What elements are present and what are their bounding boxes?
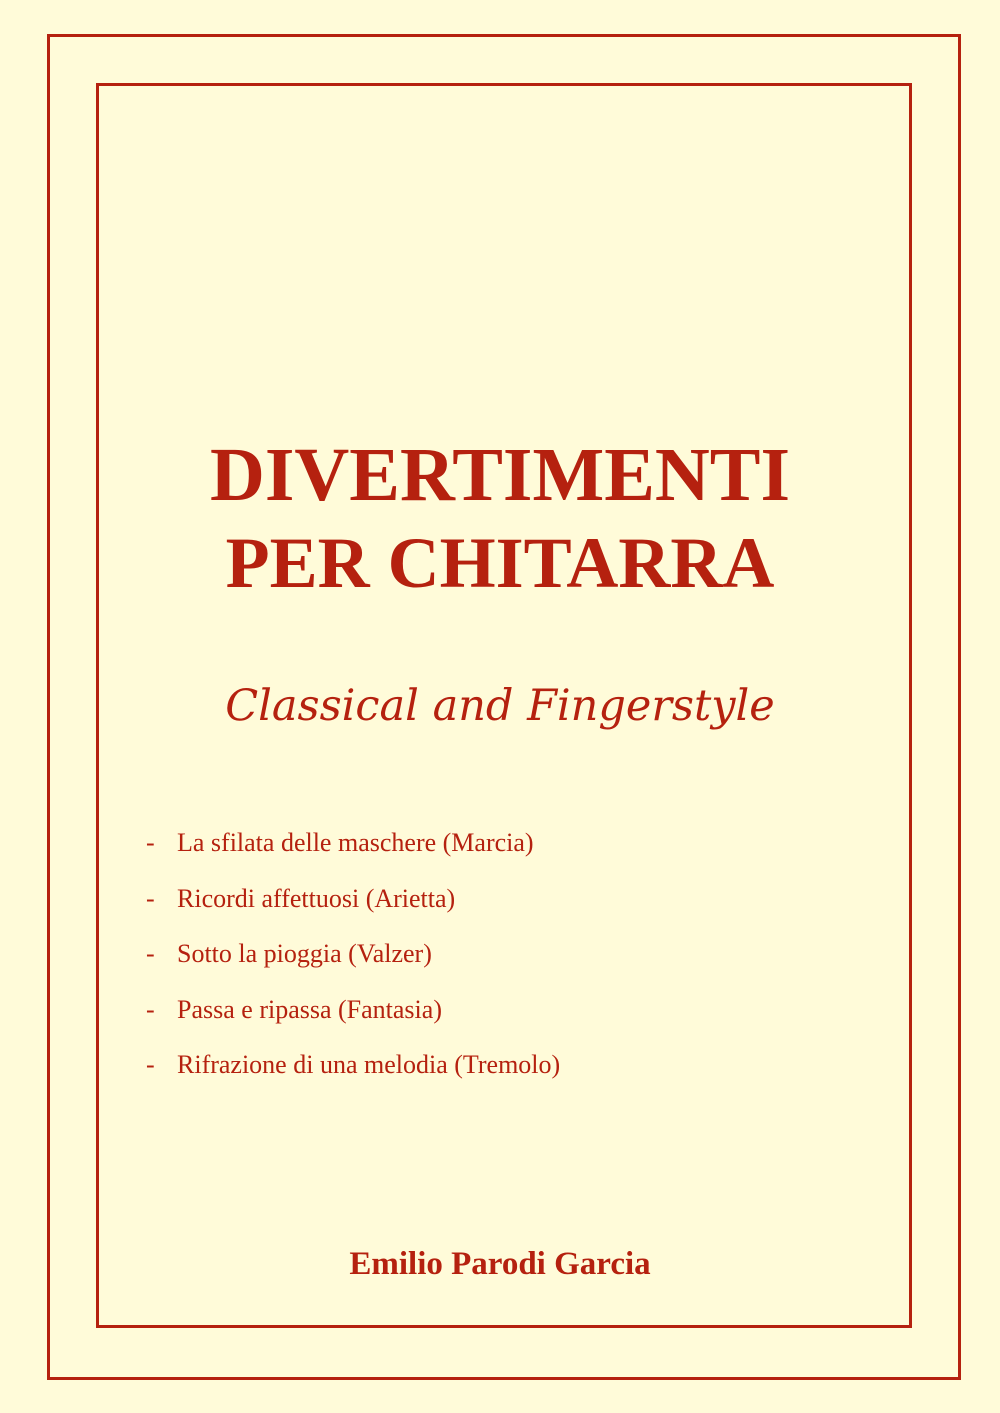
dash-bullet: - [146,1050,155,1079]
list-item [144,1037,844,1093]
title-line-1: DIVERTIMENTI [209,433,791,517]
list-item [144,871,844,927]
piece-title: Rifrazione di una melodia (Tremolo) [177,1050,561,1079]
dash-bullet: - [146,828,155,857]
list-item [144,982,844,1038]
piece-list [144,815,844,1093]
piece-title: Sotto la pioggia (Valzer) [177,939,432,968]
dash-bullet: - [146,883,155,913]
list-item [144,815,844,871]
author-name: Emilio Parodi Garcia [349,1246,651,1282]
piece-title: Passa e ripassa (Fantasia) [177,994,442,1024]
title-line-2: PER CHITARRA [225,523,775,603]
piece-title: La sfilata delle maschere (Marcia) [177,828,534,857]
list-item [144,926,844,982]
piece-title: Ricordi affettuosi (Arietta) [177,883,456,913]
dash-bullet: - [146,939,155,968]
subtitle: Classical and Fingerstyle [225,681,775,731]
dash-bullet: - [146,994,155,1024]
